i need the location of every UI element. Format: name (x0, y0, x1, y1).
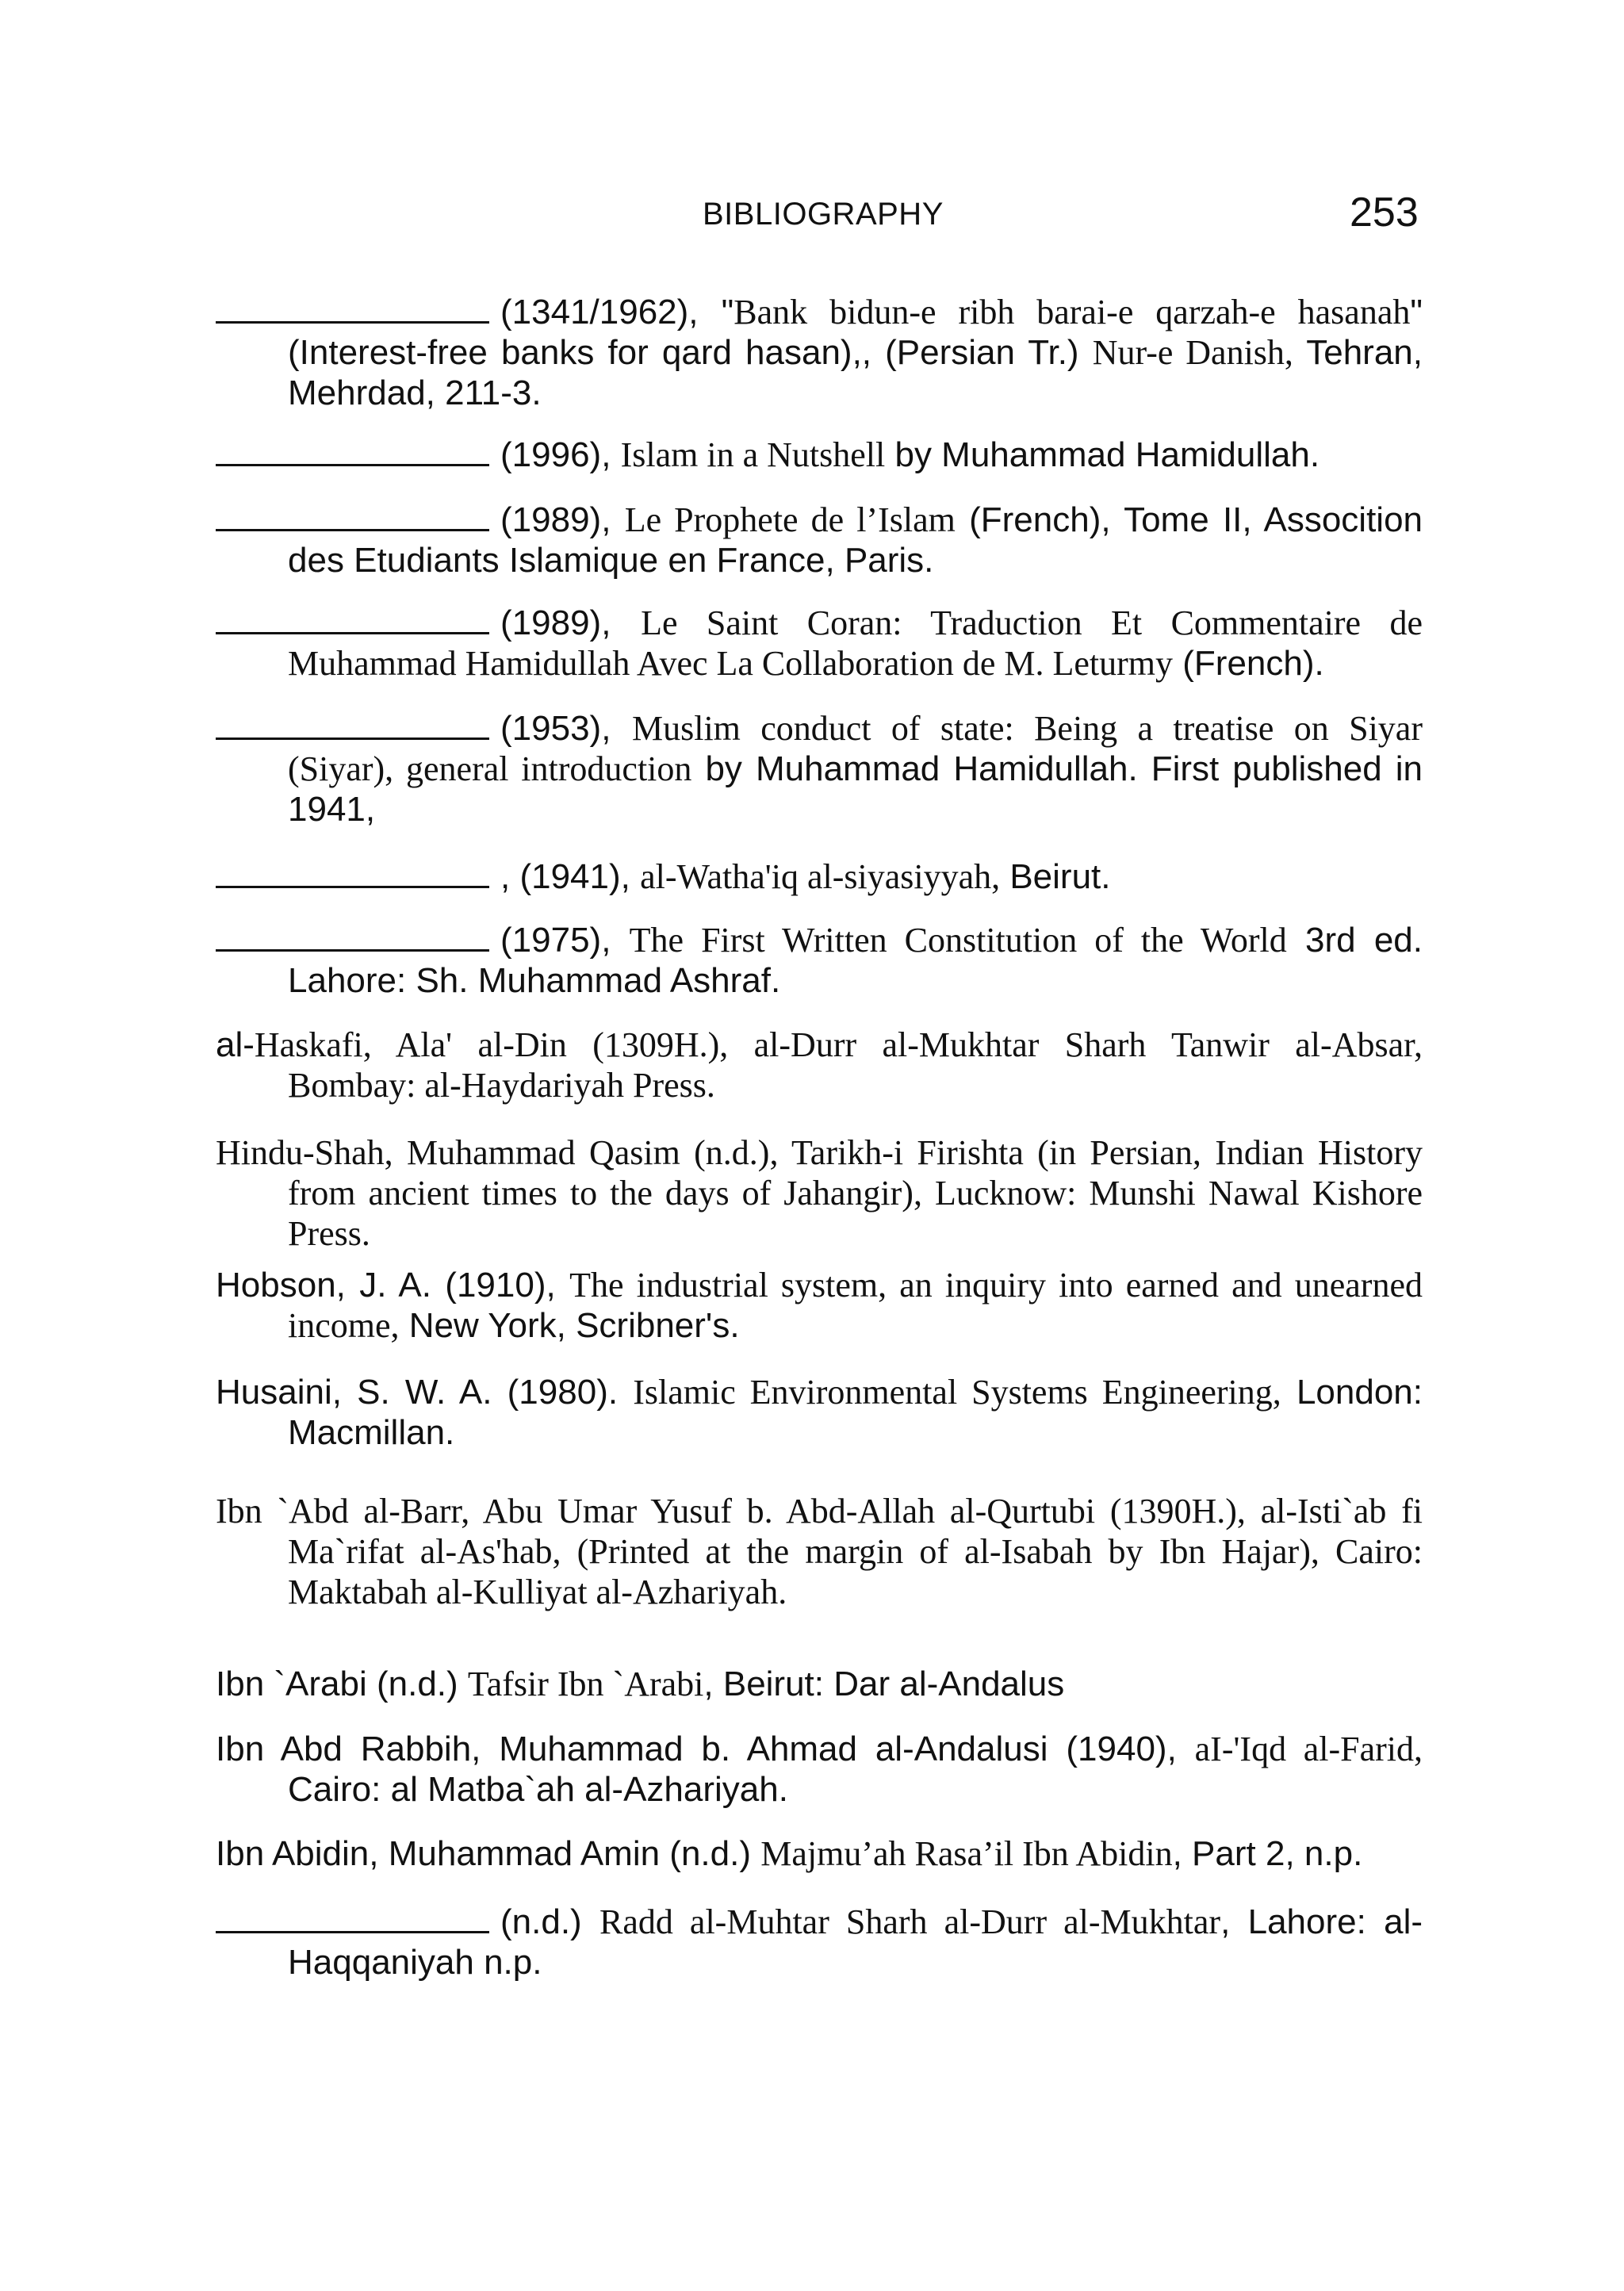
entry-text: (1996), (500, 435, 621, 474)
entry-title: Majmu’ah Rasa’il Ibn Abidin (760, 1834, 1173, 1873)
entry-text: (1975), (500, 921, 630, 960)
bibliography-entry (216, 1372, 1423, 1453)
entry-text: Ibn Abidin, Muhammad Amin (n.d.) (216, 1834, 761, 1873)
author-repeat-rule (216, 608, 489, 634)
bibliography-entry (216, 1265, 1423, 1346)
entry-text: , Part 2, n.p. (1172, 1834, 1363, 1873)
author-repeat-rule (216, 714, 489, 740)
entry-text: (1989), (500, 603, 642, 642)
entry-text: 3rd ed. Lahore: Sh. Muhammad Ashraf. (288, 921, 1423, 1000)
bibliography-entry (216, 708, 1423, 829)
bibliography-entry (216, 1132, 1423, 1254)
entry-text: , Lahore: al-Haqqaniyah n.p. (288, 1902, 1423, 1982)
entry-text: Husaini, S. W. A. (1980). (216, 1373, 634, 1412)
entry-text: (1989), (500, 500, 625, 539)
bibliography-entry (216, 1664, 1423, 1704)
entry-text: Ibn `Abd al-Barr, Abu Umar Yusuf b. Abd-Allah al-Qurtubi (1390H.), al-Isti`ab fi Ma`rifat al-As'hab, (Printed at the margin of al-Isabah by Ibn Hajar), Cairo: Maktabah al-Kulliyat al-Azhariyah. (216, 1492, 1423, 1611)
bibliography-entry (216, 292, 1423, 413)
author-repeat-rule (216, 925, 489, 952)
author-repeat-rule (216, 1907, 489, 1933)
entry-text: Nur-e Danish, (1092, 333, 1293, 372)
entry-text: " (Interest-free banks for qard hasan),, (Persian Tr.) (288, 293, 1423, 372)
entry-text: by Muhammad Hamidullah. (885, 435, 1320, 474)
entry-text: (1341/1962), " (500, 293, 734, 331)
page-number: 253 (1350, 190, 1419, 236)
entry-text: (n.d.) (500, 1902, 599, 1941)
bibliography-entry (216, 1025, 1423, 1105)
entry-text: Hobson, J. A. (1910), (216, 1266, 570, 1304)
entry-title: Le Saint Coran: Traduction Et Commentaire de Muhammad Hamidullah Avec La Collaboration de M. Leturmy (288, 603, 1423, 683)
entry-title: Tafsir Ibn `Arabi (467, 1665, 704, 1703)
bibliography-entry (216, 500, 1423, 580)
entry-title: Le Prophete de l’Islam (624, 500, 956, 539)
author-repeat-rule (216, 505, 489, 531)
entry-text: Cairo: al Matba`ah al-Azhariyah. (288, 1770, 788, 1809)
bibliography-entry (216, 1729, 1423, 1810)
entry-title: Islam in a Nutshell (620, 435, 886, 474)
entry-text: by Muhammad Hamidullah. First published in 1941, (288, 749, 1423, 829)
entry-text: (French). (1173, 644, 1324, 683)
entry-text: , Beirut: Dar al-Andalus (703, 1665, 1065, 1703)
entry-text: Beirut. (1000, 857, 1111, 896)
bibliography-entry (216, 1491, 1423, 1612)
entry-title: al-Watha'iq al-siyasiyyah, (640, 857, 1001, 896)
entry-title: Radd al-Muhtar Sharh al-Durr al-Mukhtar (599, 1902, 1221, 1941)
entry-text: London: Macmillan. (288, 1373, 1423, 1452)
author-repeat-rule (216, 862, 489, 888)
bibliography-entry (216, 603, 1423, 684)
entry-title: aI-'Iqd al-Farid, (1194, 1730, 1423, 1768)
entry-title: Islamic Environmental Systems Engineering, (633, 1373, 1281, 1412)
bibliography-entry (216, 920, 1423, 1001)
author-repeat-rule (216, 440, 489, 466)
entry-title: The First Written Constitution of the World (629, 921, 1287, 960)
bibliography-entry (216, 856, 1423, 897)
entry-title: The industrial system, an inquiry into earned and unearned income, (288, 1266, 1423, 1345)
entry-text: Ibn Abd Rabbih, Muhammad b. Ahmad al-Andalusi (1940), (216, 1730, 1195, 1768)
entry-text: al- (216, 1025, 255, 1064)
entry-text: (French), Tome II, Associtiоn des Etudiants Islamique en France, Paris. (288, 500, 1423, 580)
entry-title: Muslim conduct of state: Being a treatise on Siyar (Siyar), general introduction (288, 709, 1423, 788)
bibliography-entry (216, 1902, 1423, 1983)
entry-text: New York, Scribner's. (399, 1306, 740, 1345)
entry-text: Ibn `Arabi (n.d.) (216, 1665, 468, 1703)
author-repeat-rule (216, 297, 489, 324)
entry-text: Hindu-Shah, Muhammad Qasim (n.d.), Tarikh-i Firishta (in Persian, Indian History from ancient times to the days of Jahangir), Lucknow: Munshi Nawal Kishore Press. (216, 1133, 1423, 1253)
bibliography-entry (216, 1833, 1423, 1874)
running-title: BIBLIOGRAPHY (703, 197, 944, 232)
entry-text: (1953), (500, 709, 632, 748)
entry-text: Haskafi, Ala' al-Din (1309H.), al-Durr al-Mukhtar Sharh Tanwir al-Absar, Bombay: al-Haydariyah Press. (254, 1025, 1423, 1105)
entry-text: Tehran, Mehrdad, 211-3. (288, 333, 1423, 412)
bibliography-entry (216, 435, 1423, 475)
entry-title: Bank bidun-e ribh barai-e qarzah-e hasanah (733, 293, 1411, 331)
entry-text: , (1941), (500, 857, 641, 896)
